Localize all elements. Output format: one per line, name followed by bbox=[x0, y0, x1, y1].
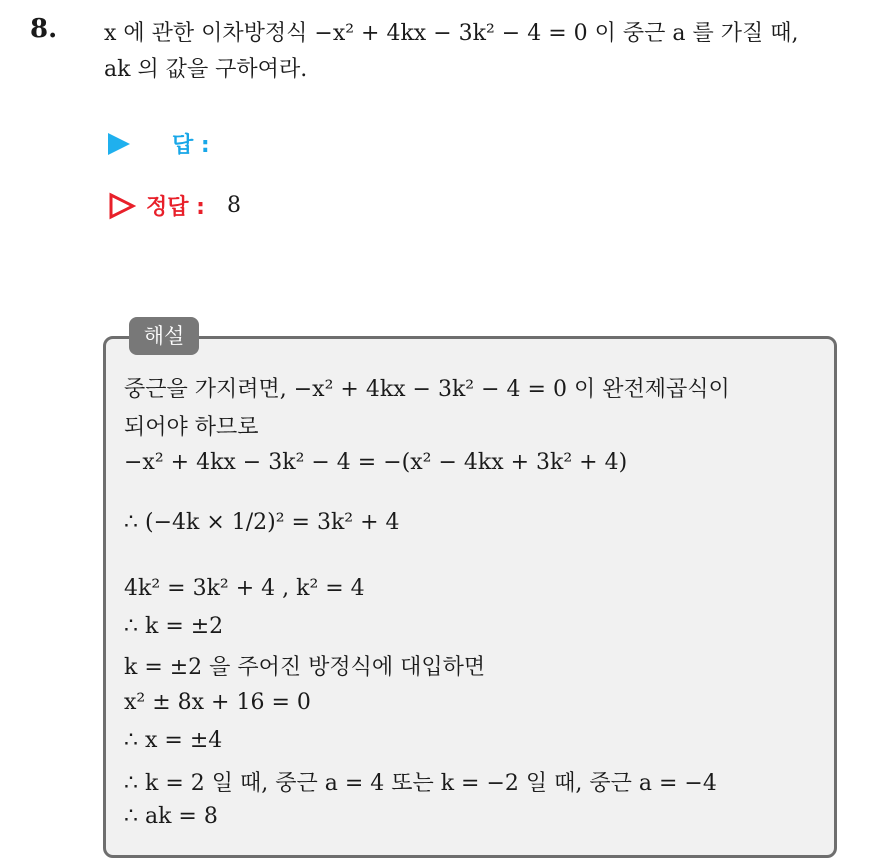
correct-answer-value: 8 bbox=[226, 193, 241, 218]
solution-line-4: ∴ (−4k × 1/2)² = 3k² + 4 bbox=[124, 510, 400, 535]
answer-row bbox=[108, 128, 210, 159]
solution-tag: 해설 bbox=[129, 317, 199, 355]
solution-line-8: x² ± 8x + 16 = 0 bbox=[124, 690, 311, 715]
solution-line-11: ∴ ak = 8 bbox=[124, 804, 218, 829]
correct-answer-label: 정답 : bbox=[146, 195, 205, 220]
correct-answer-row bbox=[108, 190, 241, 221]
solution-line-10: ∴ k = 2 일 때, 중근 a = 4 또는 k = −2 일 때, 중근 a = −4 bbox=[124, 771, 717, 796]
answer-label: 답 : bbox=[172, 133, 210, 158]
solution-line-5: 4k² = 3k² + 4 , k² = 4 bbox=[124, 576, 365, 601]
question-line-2: ak 의 값을 구하여라. bbox=[104, 57, 308, 82]
outline-triangle-icon bbox=[108, 192, 136, 220]
solution-line-7: k = ±2 을 주어진 방정식에 대입하면 bbox=[124, 655, 486, 680]
question-number: 8. bbox=[30, 14, 58, 44]
solution-line-6: ∴ k = ±2 bbox=[124, 614, 224, 639]
solution-line-3: −x² + 4kx − 3k² − 4 = −(x² − 4kx + 3k² + 4) bbox=[124, 450, 628, 475]
question-line-1: x 에 관한 이차방정식 −x² + 4kx − 3k² − 4 = 0 이 중근 a 를 가질 때, bbox=[104, 21, 799, 46]
solution-line-1: 중근을 가지려면, −x² + 4kx − 3k² − 4 = 0 이 완전제곱식이 bbox=[124, 377, 730, 402]
question-text bbox=[104, 16, 874, 88]
solution-line-2: 되어야 하므로 bbox=[124, 415, 259, 440]
solution-line-9: ∴ x = ±4 bbox=[124, 728, 223, 753]
play-triangle-icon bbox=[108, 133, 130, 155]
